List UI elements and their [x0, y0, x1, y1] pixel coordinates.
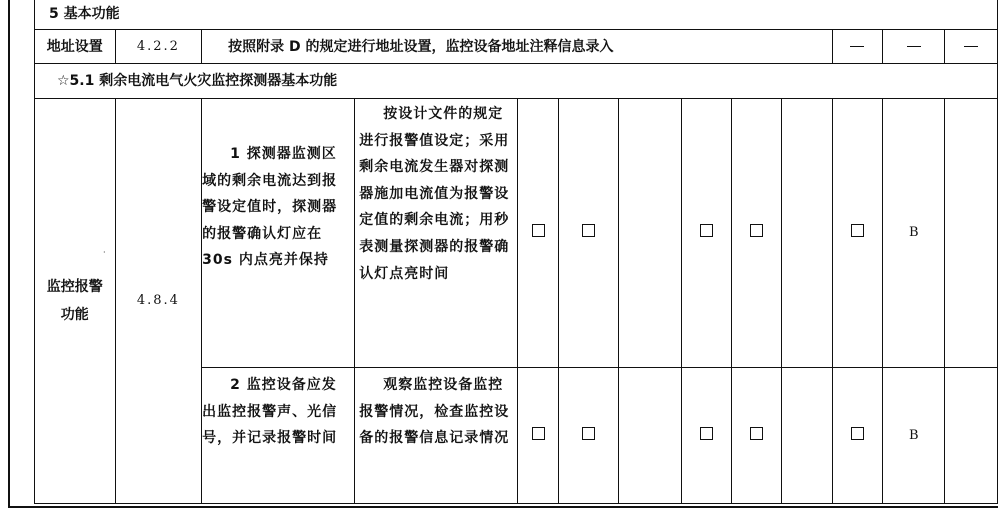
address-mark-3 [945, 30, 998, 64]
checkbox-cell [832, 368, 882, 504]
alarm-item: 监控报警功能 [35, 99, 116, 504]
checkbox-cell [832, 99, 882, 368]
grade-cell-1: B [883, 99, 945, 368]
empty-cell [945, 368, 998, 504]
checkbox-icon[interactable] [532, 427, 545, 440]
alarm-method-2: 观察监控设备监控报警情况，检查监控设备的报警信息记录情况 [355, 368, 518, 504]
alarm-method-1: 按设计文件的规定进行报警值设定；采用剩余电流发生器对探测器施加电流值为报警设定值的剩余电流；用秒表测量探测器的报警确认灯点亮时间 [355, 99, 518, 368]
checkbox-cell [518, 368, 558, 504]
checkbox-icon[interactable] [532, 224, 545, 237]
address-item: 地址设置 [35, 30, 116, 64]
section-51-row [35, 64, 998, 99]
alarm-requirement-1: 1 探测器监测区域的剩余电流达到报警设定值时，探测器的报警确认灯应在 30s 内点亮并保持 [202, 99, 355, 368]
checkbox-cell [558, 368, 618, 504]
empty-cell [945, 99, 998, 368]
address-clause: 4.2.2 [115, 30, 202, 64]
alarm-row-1 [35, 99, 998, 368]
alarm-requirement-2: 2 监控设备应发出监控报警声、光信号，并记录报警时间 [202, 368, 355, 504]
checkbox-cell [731, 368, 781, 504]
alarm-clause: 4.8.4 [115, 99, 202, 504]
section-51-title: ☆5.1 剩余电流电气火灾监控探测器基本功能 [35, 64, 998, 99]
address-setting-row [35, 30, 998, 64]
checkbox-icon[interactable] [851, 224, 864, 237]
checkbox-cell [518, 99, 558, 368]
acceptance-table [34, 0, 998, 504]
checkbox-cell [731, 99, 781, 368]
address-mark-1 [832, 30, 882, 64]
checkbox-icon[interactable] [582, 224, 595, 237]
checkbox-icon[interactable] [750, 427, 763, 440]
checkbox-icon[interactable] [700, 224, 713, 237]
scan-dot: · [103, 248, 106, 257]
checkbox-icon[interactable] [582, 427, 595, 440]
checkbox-cell [558, 99, 618, 368]
empty-cell [782, 99, 832, 368]
checkbox-icon[interactable] [700, 427, 713, 440]
address-requirement: 按照附录 D 的规定进行地址设置，监控设备地址注释信息录入 [202, 30, 832, 64]
section-5-row [35, 0, 998, 30]
checkbox-cell [681, 99, 731, 368]
empty-cell [619, 99, 681, 368]
empty-cell [782, 368, 832, 504]
checkbox-icon[interactable] [851, 427, 864, 440]
section-5-title: 5 基本功能 [35, 0, 998, 30]
address-mark-2 [883, 30, 945, 64]
empty-cell [619, 368, 681, 504]
grade-cell-2: B [883, 368, 945, 504]
checkbox-cell [681, 368, 731, 504]
checkbox-icon[interactable] [750, 224, 763, 237]
